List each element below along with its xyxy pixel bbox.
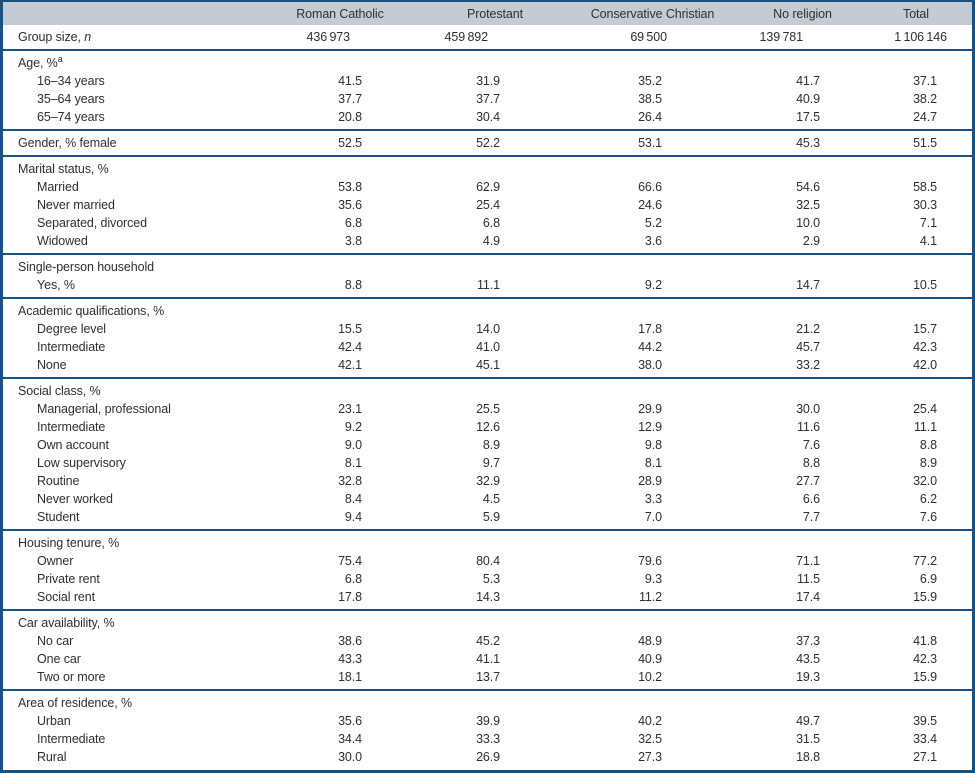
- value-cell: 35.6: [338, 714, 362, 728]
- value-cell: 17.8: [338, 590, 362, 604]
- value-cell: 42.3: [913, 340, 937, 354]
- table-row: [3, 254, 972, 276]
- row-label: Age, %$^a$: [18, 53, 63, 70]
- value-cell: [430, 610, 560, 632]
- row-label: Routine: [37, 474, 80, 488]
- row-label: Own account: [37, 438, 109, 452]
- value-cell: [250, 690, 430, 712]
- value-cell: 38.6: [338, 634, 362, 648]
- table-section: [3, 378, 972, 530]
- value-cell: 51.5: [913, 136, 937, 150]
- value-cell: [860, 610, 972, 632]
- value-cell: 33.4: [913, 732, 937, 746]
- value-cell: 30.0: [796, 402, 820, 416]
- value-cell: 69 500: [630, 30, 667, 44]
- value-cell: 32.0: [913, 474, 937, 488]
- value-cell: [250, 50, 430, 72]
- value-cell: 6.2: [919, 492, 937, 506]
- table-row: [3, 156, 972, 178]
- value-cell: 27.7: [796, 474, 820, 488]
- table-row: [3, 418, 972, 436]
- value-cell: 14.7: [796, 278, 820, 292]
- value-cell: [560, 378, 745, 400]
- value-cell: 75.4: [338, 554, 362, 568]
- table-row: [3, 748, 972, 769]
- value-cell: [430, 298, 560, 320]
- value-cell: 9.7: [482, 456, 500, 470]
- table-section: [3, 690, 972, 769]
- row-label: 65–74 years: [37, 110, 105, 124]
- value-cell: 43.3: [338, 652, 362, 666]
- row-label: Never married: [37, 198, 115, 212]
- value-cell: 9.0: [344, 438, 362, 452]
- value-cell: 29.9: [638, 402, 662, 416]
- value-cell: 52.2: [476, 136, 500, 150]
- row-label: Low supervisory: [37, 456, 126, 470]
- value-cell: 436 973: [306, 30, 350, 44]
- value-cell: [860, 530, 972, 552]
- table-section: [3, 50, 972, 130]
- value-cell: 32.5: [638, 732, 662, 746]
- value-cell: 62.9: [476, 180, 500, 194]
- col-header-conservative-christian: Conservative Christian: [560, 2, 745, 25]
- value-cell: [560, 610, 745, 632]
- value-cell: 41.0: [476, 340, 500, 354]
- value-cell: 48.9: [638, 634, 662, 648]
- value-cell: 13.7: [476, 670, 500, 684]
- table-header: [3, 2, 972, 25]
- value-cell: 11.5: [796, 572, 820, 586]
- value-cell: [560, 254, 745, 276]
- value-cell: 28.9: [638, 474, 662, 488]
- value-cell: 6.8: [344, 572, 362, 586]
- value-cell: 45.7: [796, 340, 820, 354]
- value-cell: 5.2: [644, 216, 662, 230]
- value-cell: 34.4: [338, 732, 362, 746]
- row-label: Housing tenure, %: [18, 536, 120, 550]
- col-header-roman-catholic: Roman Catholic: [250, 2, 430, 25]
- value-cell: 25.4: [476, 198, 500, 212]
- value-cell: 40.2: [638, 714, 662, 728]
- value-cell: 32.8: [338, 474, 362, 488]
- row-label: Never worked: [37, 492, 113, 506]
- value-cell: 139 781: [759, 30, 803, 44]
- value-cell: 8.1: [644, 456, 662, 470]
- row-label: Yes, %: [37, 278, 75, 292]
- value-cell: 42.0: [913, 358, 937, 372]
- value-cell: 43.5: [796, 652, 820, 666]
- table-section: [3, 25, 972, 50]
- row-label: Rural: [37, 750, 67, 764]
- value-cell: 18.1: [338, 670, 362, 684]
- value-cell: 8.8: [344, 278, 362, 292]
- row-label: Group size, n: [18, 30, 92, 44]
- value-cell: 23.1: [338, 402, 362, 416]
- col-header-protestant: Protestant: [430, 2, 560, 25]
- value-cell: [430, 50, 560, 72]
- value-cell: [860, 690, 972, 712]
- value-cell: 54.6: [796, 180, 820, 194]
- value-cell: 42.1: [338, 358, 362, 372]
- value-cell: 11.1: [476, 278, 500, 292]
- value-cell: 8.9: [482, 438, 500, 452]
- table-row: [3, 668, 972, 690]
- value-cell: 1 106 146: [894, 30, 947, 44]
- value-cell: 80.4: [476, 554, 500, 568]
- table-row: [3, 690, 972, 712]
- row-label: Managerial, professional: [37, 402, 171, 416]
- table-row: [3, 356, 972, 378]
- value-cell: 8.1: [344, 456, 362, 470]
- value-cell: 49.7: [796, 714, 820, 728]
- value-cell: 459 892: [444, 30, 488, 44]
- row-label: Separated, divorced: [37, 216, 147, 230]
- value-cell: 9.2: [644, 278, 662, 292]
- value-cell: 15.9: [913, 670, 937, 684]
- table-section: [3, 156, 972, 254]
- table-row: [3, 72, 972, 90]
- table-row: [3, 730, 972, 748]
- value-cell: 24.7: [913, 110, 937, 124]
- value-cell: 10.5: [913, 278, 937, 292]
- value-cell: 40.9: [638, 652, 662, 666]
- row-label: None: [37, 358, 67, 372]
- value-cell: [560, 530, 745, 552]
- value-cell: 45.3: [796, 136, 820, 150]
- table-section: [3, 130, 972, 156]
- table-row: [3, 50, 972, 72]
- table-row: [3, 25, 972, 50]
- value-cell: [430, 254, 560, 276]
- value-cell: 31.9: [476, 74, 500, 88]
- value-cell: 7.1: [919, 216, 937, 230]
- value-cell: 18.8: [796, 750, 820, 764]
- value-cell: 27.1: [913, 750, 937, 764]
- value-cell: 9.4: [344, 510, 362, 524]
- value-cell: 7.0: [644, 510, 662, 524]
- table-row: [3, 508, 972, 530]
- table-row: [3, 436, 972, 454]
- value-cell: 58.5: [913, 180, 937, 194]
- table-row: [3, 196, 972, 214]
- value-cell: [860, 298, 972, 320]
- table-section: [3, 610, 972, 690]
- value-cell: [250, 610, 430, 632]
- value-cell: 12.6: [476, 420, 500, 434]
- value-cell: 53.1: [638, 136, 662, 150]
- table-row: [3, 712, 972, 730]
- value-cell: [745, 378, 860, 400]
- value-cell: [745, 156, 860, 178]
- value-cell: 45.1: [476, 358, 500, 372]
- table-row: [3, 570, 972, 588]
- row-label: Two or more: [37, 670, 106, 684]
- value-cell: 35.6: [338, 198, 362, 212]
- row-label: Car availability, %: [18, 616, 115, 630]
- value-cell: 38.2: [913, 92, 937, 106]
- value-cell: [250, 298, 430, 320]
- value-cell: 53.8: [338, 180, 362, 194]
- table-row: [3, 232, 972, 254]
- row-label: Gender, % female: [18, 136, 117, 150]
- value-cell: 33.3: [476, 732, 500, 746]
- value-cell: 4.1: [919, 234, 937, 248]
- value-cell: 8.9: [919, 456, 937, 470]
- value-cell: 24.6: [638, 198, 662, 212]
- value-cell: 14.3: [476, 590, 500, 604]
- value-cell: 6.8: [344, 216, 362, 230]
- table-row: [3, 650, 972, 668]
- value-cell: 15.5: [338, 322, 362, 336]
- value-cell: 31.5: [796, 732, 820, 746]
- table-row: [3, 90, 972, 108]
- value-cell: 45.2: [476, 634, 500, 648]
- row-label: Area of residence, %: [18, 696, 133, 710]
- row-label: Social rent: [37, 590, 95, 604]
- value-cell: 26.9: [476, 750, 500, 764]
- table-row: [3, 588, 972, 610]
- table-row: [3, 320, 972, 338]
- value-cell: 37.3: [796, 634, 820, 648]
- table-section: [3, 254, 972, 298]
- col-header-total: Total: [860, 2, 972, 25]
- value-cell: 35.2: [638, 74, 662, 88]
- value-cell: 40.9: [796, 92, 820, 106]
- row-label: 35–64 years: [37, 92, 105, 106]
- value-cell: 41.1: [476, 652, 500, 666]
- value-cell: 25.4: [913, 402, 937, 416]
- row-label: Private rent: [37, 572, 100, 586]
- value-cell: 21.2: [796, 322, 820, 336]
- table-section: [3, 298, 972, 378]
- row-label: Owner: [37, 554, 74, 568]
- value-cell: 14.0: [476, 322, 500, 336]
- value-cell: 6.9: [919, 572, 937, 586]
- value-cell: 6.6: [802, 492, 820, 506]
- value-cell: [860, 156, 972, 178]
- value-cell: [430, 378, 560, 400]
- value-cell: 17.5: [796, 110, 820, 124]
- value-cell: 20.8: [338, 110, 362, 124]
- table-row: [3, 214, 972, 232]
- value-cell: 3.8: [344, 234, 362, 248]
- row-label: Marital status, %: [18, 162, 109, 176]
- table-row: [3, 552, 972, 570]
- value-cell: [250, 156, 430, 178]
- value-cell: 32.9: [476, 474, 500, 488]
- value-cell: 7.6: [802, 438, 820, 452]
- value-cell: [745, 254, 860, 276]
- value-cell: 38.5: [638, 92, 662, 106]
- value-cell: [250, 254, 430, 276]
- value-cell: 17.8: [638, 322, 662, 336]
- value-cell: [745, 530, 860, 552]
- table-section: [3, 530, 972, 610]
- value-cell: 79.6: [638, 554, 662, 568]
- value-cell: 41.7: [796, 74, 820, 88]
- value-cell: 11.2: [638, 590, 662, 604]
- table: [3, 2, 972, 769]
- row-label: Widowed: [37, 234, 88, 248]
- value-cell: 4.9: [482, 234, 500, 248]
- value-cell: 17.4: [796, 590, 820, 604]
- footnote-marker: a: [57, 53, 63, 64]
- value-cell: 15.9: [913, 590, 937, 604]
- table-row: [3, 400, 972, 418]
- value-cell: 8.8: [919, 438, 937, 452]
- value-cell: [250, 378, 430, 400]
- row-label: Intermediate: [37, 340, 106, 354]
- value-cell: 71.1: [796, 554, 820, 568]
- table-row: [3, 530, 972, 552]
- table-row: [3, 378, 972, 400]
- value-cell: [745, 50, 860, 72]
- table-row: [3, 178, 972, 196]
- value-cell: 37.1: [913, 74, 937, 88]
- value-cell: 37.7: [476, 92, 500, 106]
- table-row: [3, 472, 972, 490]
- value-cell: [860, 378, 972, 400]
- table-row: [3, 454, 972, 472]
- table-row: [3, 130, 972, 156]
- value-cell: [560, 298, 745, 320]
- value-cell: [430, 156, 560, 178]
- row-label: Intermediate: [37, 732, 106, 746]
- table-row: [3, 276, 972, 298]
- col-header-blank: [3, 2, 250, 25]
- value-cell: 6.8: [482, 216, 500, 230]
- value-cell: [860, 254, 972, 276]
- value-cell: 3.3: [644, 492, 662, 506]
- table-row: [3, 610, 972, 632]
- value-cell: 37.7: [338, 92, 362, 106]
- value-cell: 8.4: [344, 492, 362, 506]
- value-cell: 30.4: [476, 110, 500, 124]
- value-cell: 41.8: [913, 634, 937, 648]
- row-label: Married: [37, 180, 79, 194]
- value-cell: 7.6: [919, 510, 937, 524]
- value-cell: 7.7: [802, 510, 820, 524]
- value-cell: 11.1: [913, 420, 937, 434]
- value-cell: [430, 530, 560, 552]
- value-cell: 42.3: [913, 652, 937, 666]
- value-cell: 4.5: [482, 492, 500, 506]
- value-cell: [860, 50, 972, 72]
- value-cell: 30.0: [338, 750, 362, 764]
- value-cell: 11.6: [796, 420, 820, 434]
- col-header-no-religion: No religion: [745, 2, 860, 25]
- table-row: [3, 490, 972, 508]
- value-cell: 27.3: [638, 750, 662, 764]
- row-label: Urban: [37, 714, 71, 728]
- value-cell: [430, 690, 560, 712]
- value-cell: 5.9: [482, 510, 500, 524]
- value-cell: [745, 610, 860, 632]
- row-label: No car: [37, 634, 74, 648]
- row-label: Single-person household: [18, 260, 154, 274]
- row-label: Intermediate: [37, 420, 106, 434]
- row-label: Social class, %: [18, 384, 101, 398]
- value-cell: 41.5: [338, 74, 362, 88]
- value-cell: 38.0: [638, 358, 662, 372]
- table-row: [3, 108, 972, 130]
- value-cell: 8.8: [802, 456, 820, 470]
- value-cell: 26.4: [638, 110, 662, 124]
- value-cell: [745, 298, 860, 320]
- value-cell: 32.5: [796, 198, 820, 212]
- value-cell: 9.3: [644, 572, 662, 586]
- value-cell: 15.7: [913, 322, 937, 336]
- value-cell: 33.2: [796, 358, 820, 372]
- value-cell: 3.6: [644, 234, 662, 248]
- value-cell: 5.3: [482, 572, 500, 586]
- value-cell: [560, 156, 745, 178]
- value-cell: [745, 690, 860, 712]
- value-cell: 9.2: [344, 420, 362, 434]
- value-cell: 44.2: [638, 340, 662, 354]
- value-cell: [250, 530, 430, 552]
- value-cell: 10.2: [638, 670, 662, 684]
- table-row: [3, 632, 972, 650]
- header-row: [3, 2, 972, 25]
- value-cell: 42.4: [338, 340, 362, 354]
- row-label: 16–34 years: [37, 74, 105, 88]
- value-cell: 77.2: [913, 554, 937, 568]
- value-cell: 12.9: [638, 420, 662, 434]
- value-cell: 10.0: [796, 216, 820, 230]
- value-cell: 9.8: [644, 438, 662, 452]
- value-cell: 30.3: [913, 198, 937, 212]
- row-label: Academic qualifications, %: [18, 304, 165, 318]
- row-label: One car: [37, 652, 81, 666]
- value-cell: [560, 690, 745, 712]
- value-cell: 52.5: [338, 136, 362, 150]
- value-cell: 66.6: [638, 180, 662, 194]
- row-label: Student: [37, 510, 80, 524]
- value-cell: 25.5: [476, 402, 500, 416]
- value-cell: [560, 50, 745, 72]
- row-label: Degree level: [37, 322, 106, 336]
- value-cell: 39.9: [476, 714, 500, 728]
- value-cell: 39.5: [913, 714, 937, 728]
- value-cell: 2.9: [802, 234, 820, 248]
- table-row: [3, 338, 972, 356]
- table-row: [3, 298, 972, 320]
- value-cell: 19.3: [796, 670, 820, 684]
